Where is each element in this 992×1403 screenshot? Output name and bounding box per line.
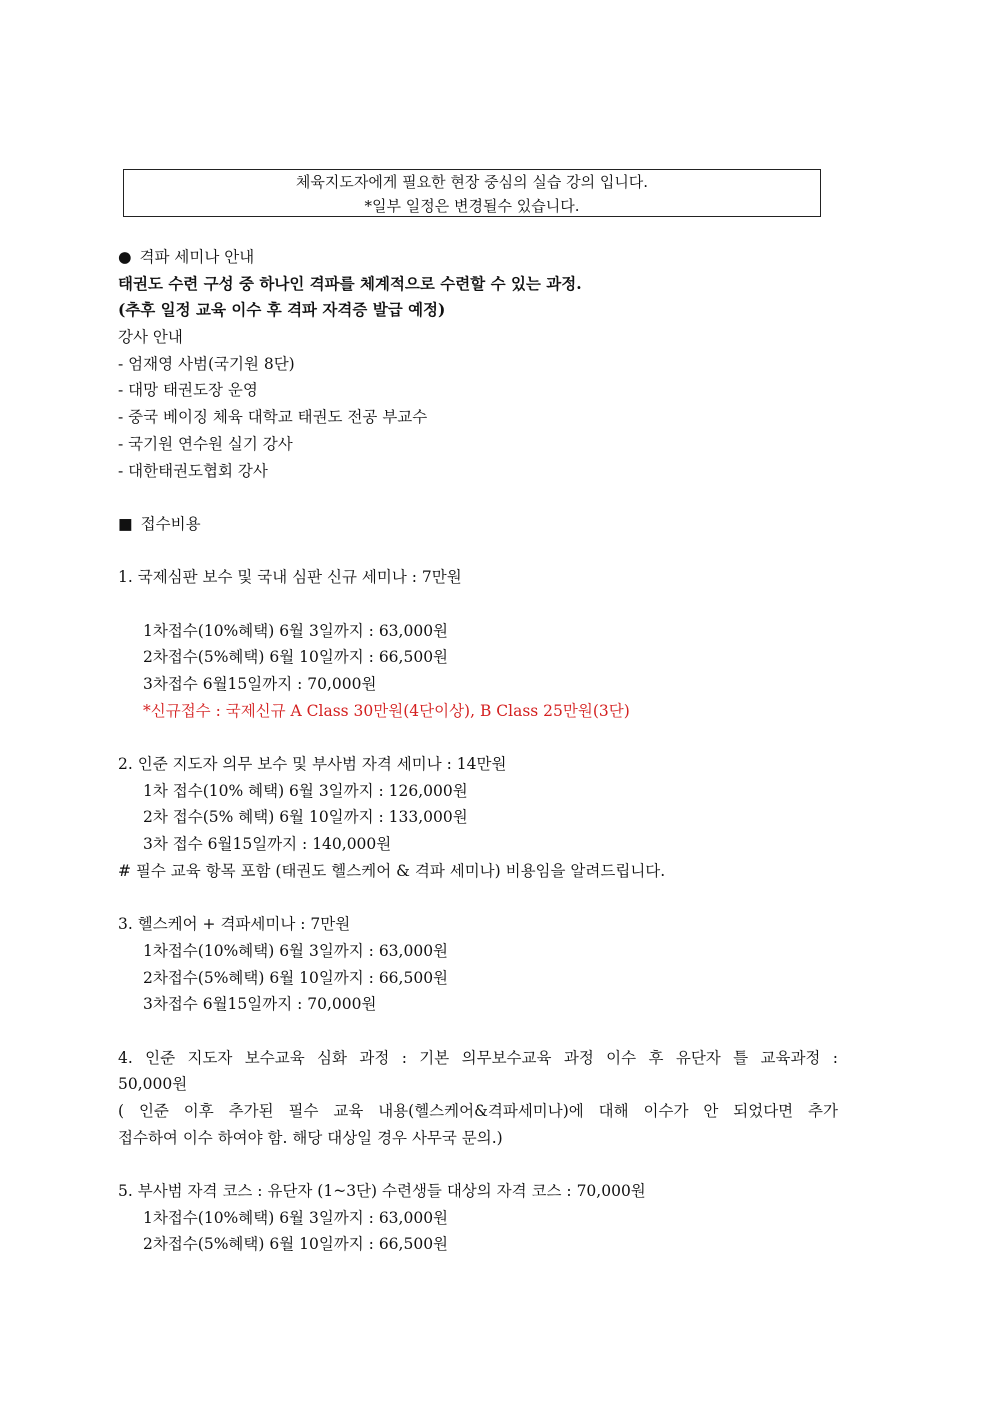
- instructor-item: - 중국 베이징 체육 대학교 태권도 전공 부교수: [118, 408, 428, 427]
- seminar-heading-text: 격파 세미나 안내: [139, 248, 255, 266]
- seminar-desc-1: 태권도 수련 구성 중 하나인 격파를 체계적으로 수련할 수 있는 과정.: [118, 273, 582, 293]
- instructor-item: - 국기원 연수원 실기 강사: [118, 434, 293, 453]
- instructor-item: - 대망 태권도장 운영: [118, 381, 258, 400]
- fee-item-2-line: 3차 접수 6월15일까지 : 140,000원: [143, 835, 392, 854]
- fee-item-5-title: 5. 부사범 자격 코스 : 유단자 (1~3단) 수련생들 대상의 자격 코스 : 70,000원: [118, 1182, 646, 1201]
- fee-item-4-note-line-2: 접수하여 이수 하여야 함. 해당 대상일 경우 사무국 문의.): [118, 1128, 503, 1147]
- fee-item-5-line: 2차접수(5%혜택) 6월 10일까지 : 66,500원: [143, 1235, 449, 1254]
- fees-heading-text: 접수비용: [140, 514, 201, 533]
- fee-item-2-line: 1차 접수(10% 혜택) 6월 3일까지 : 126,000원: [143, 781, 468, 800]
- seminar-heading: [118, 244, 838, 271]
- fee-item-1-line: 3차접수 6월15일까지 : 70,000원: [143, 675, 377, 693]
- fee-item-4-title-line-2: 50,000원: [118, 1075, 188, 1094]
- fee-item-4-note-line-1: ( 인준 이후 추가된 필수 교육 내용(헬스케어&격파세미나)에 대해 이수가 안 되었다면 추가: [118, 1102, 838, 1120]
- fee-item-1-line: 1차접수(10%혜택) 6월 3일까지 : 63,000원: [143, 621, 449, 640]
- notice-line-1: 체육지도자에게 필요한 현장 중심의 실습 강의 입니다.: [295, 173, 649, 191]
- fee-item-2-line: 2차 접수(5% 혜택) 6월 10일까지 : 133,000원: [143, 808, 468, 827]
- instructor-heading: 강사 안내: [118, 328, 183, 347]
- fee-item-3-title: 3. 헬스케어 + 격파세미나 : 7만원: [118, 915, 351, 934]
- instructor-item: - 대한태권도협회 강사: [118, 461, 268, 480]
- notice-line-2: *일부 일정은 변경될수 있습니다.: [364, 197, 580, 215]
- circle-bullet-icon: ●: [118, 248, 132, 266]
- fee-item-1-new-note: *신규접수 : 국제신규 A Class 30만원(4단이상), B Class 25만원(3단): [143, 701, 630, 720]
- fee-item-2-note: # 필수 교육 항목 포함 (태권도 헬스케어 & 격파 세미나) 비용임을 알려드립니다.: [118, 861, 666, 880]
- fees-heading: [118, 511, 838, 538]
- fee-item-3-line: 2차접수(5%혜택) 6월 10일까지 : 66,500원: [143, 968, 449, 987]
- fee-item-5-line: 1차접수(10%혜택) 6월 3일까지 : 63,000원: [143, 1208, 449, 1227]
- seminar-desc-2: (추후 일정 교육 이수 후 격파 자격증 발급 예정): [118, 300, 446, 320]
- document-body: [118, 244, 838, 1258]
- instructor-item: - 엄재영 사범(국기원 8단): [118, 354, 295, 373]
- fee-item-4-title-line-1: 4. 인준 지도자 보수교육 심화 과정 : 기본 의무보수교육 과정 이수 후 유단자 틀 교육과정 :: [118, 1048, 838, 1067]
- fee-item-1-line: 2차접수(5%혜택) 6월 10일까지 : 66,500원: [143, 648, 449, 667]
- notice-box: [123, 169, 821, 217]
- fee-item-3-line: 3차접수 6월15일까지 : 70,000원: [143, 995, 377, 1014]
- fee-item-1-title: 1. 국제심판 보수 및 국내 심판 신규 세미나 : 7만원: [118, 568, 462, 587]
- fee-item-2-title: 2. 인준 지도자 의무 보수 및 부사범 자격 세미나 : 14만원: [118, 755, 507, 774]
- square-bullet-icon: ■: [118, 514, 133, 533]
- fee-item-3-line: 1차접수(10%혜택) 6월 3일까지 : 63,000원: [143, 941, 449, 960]
